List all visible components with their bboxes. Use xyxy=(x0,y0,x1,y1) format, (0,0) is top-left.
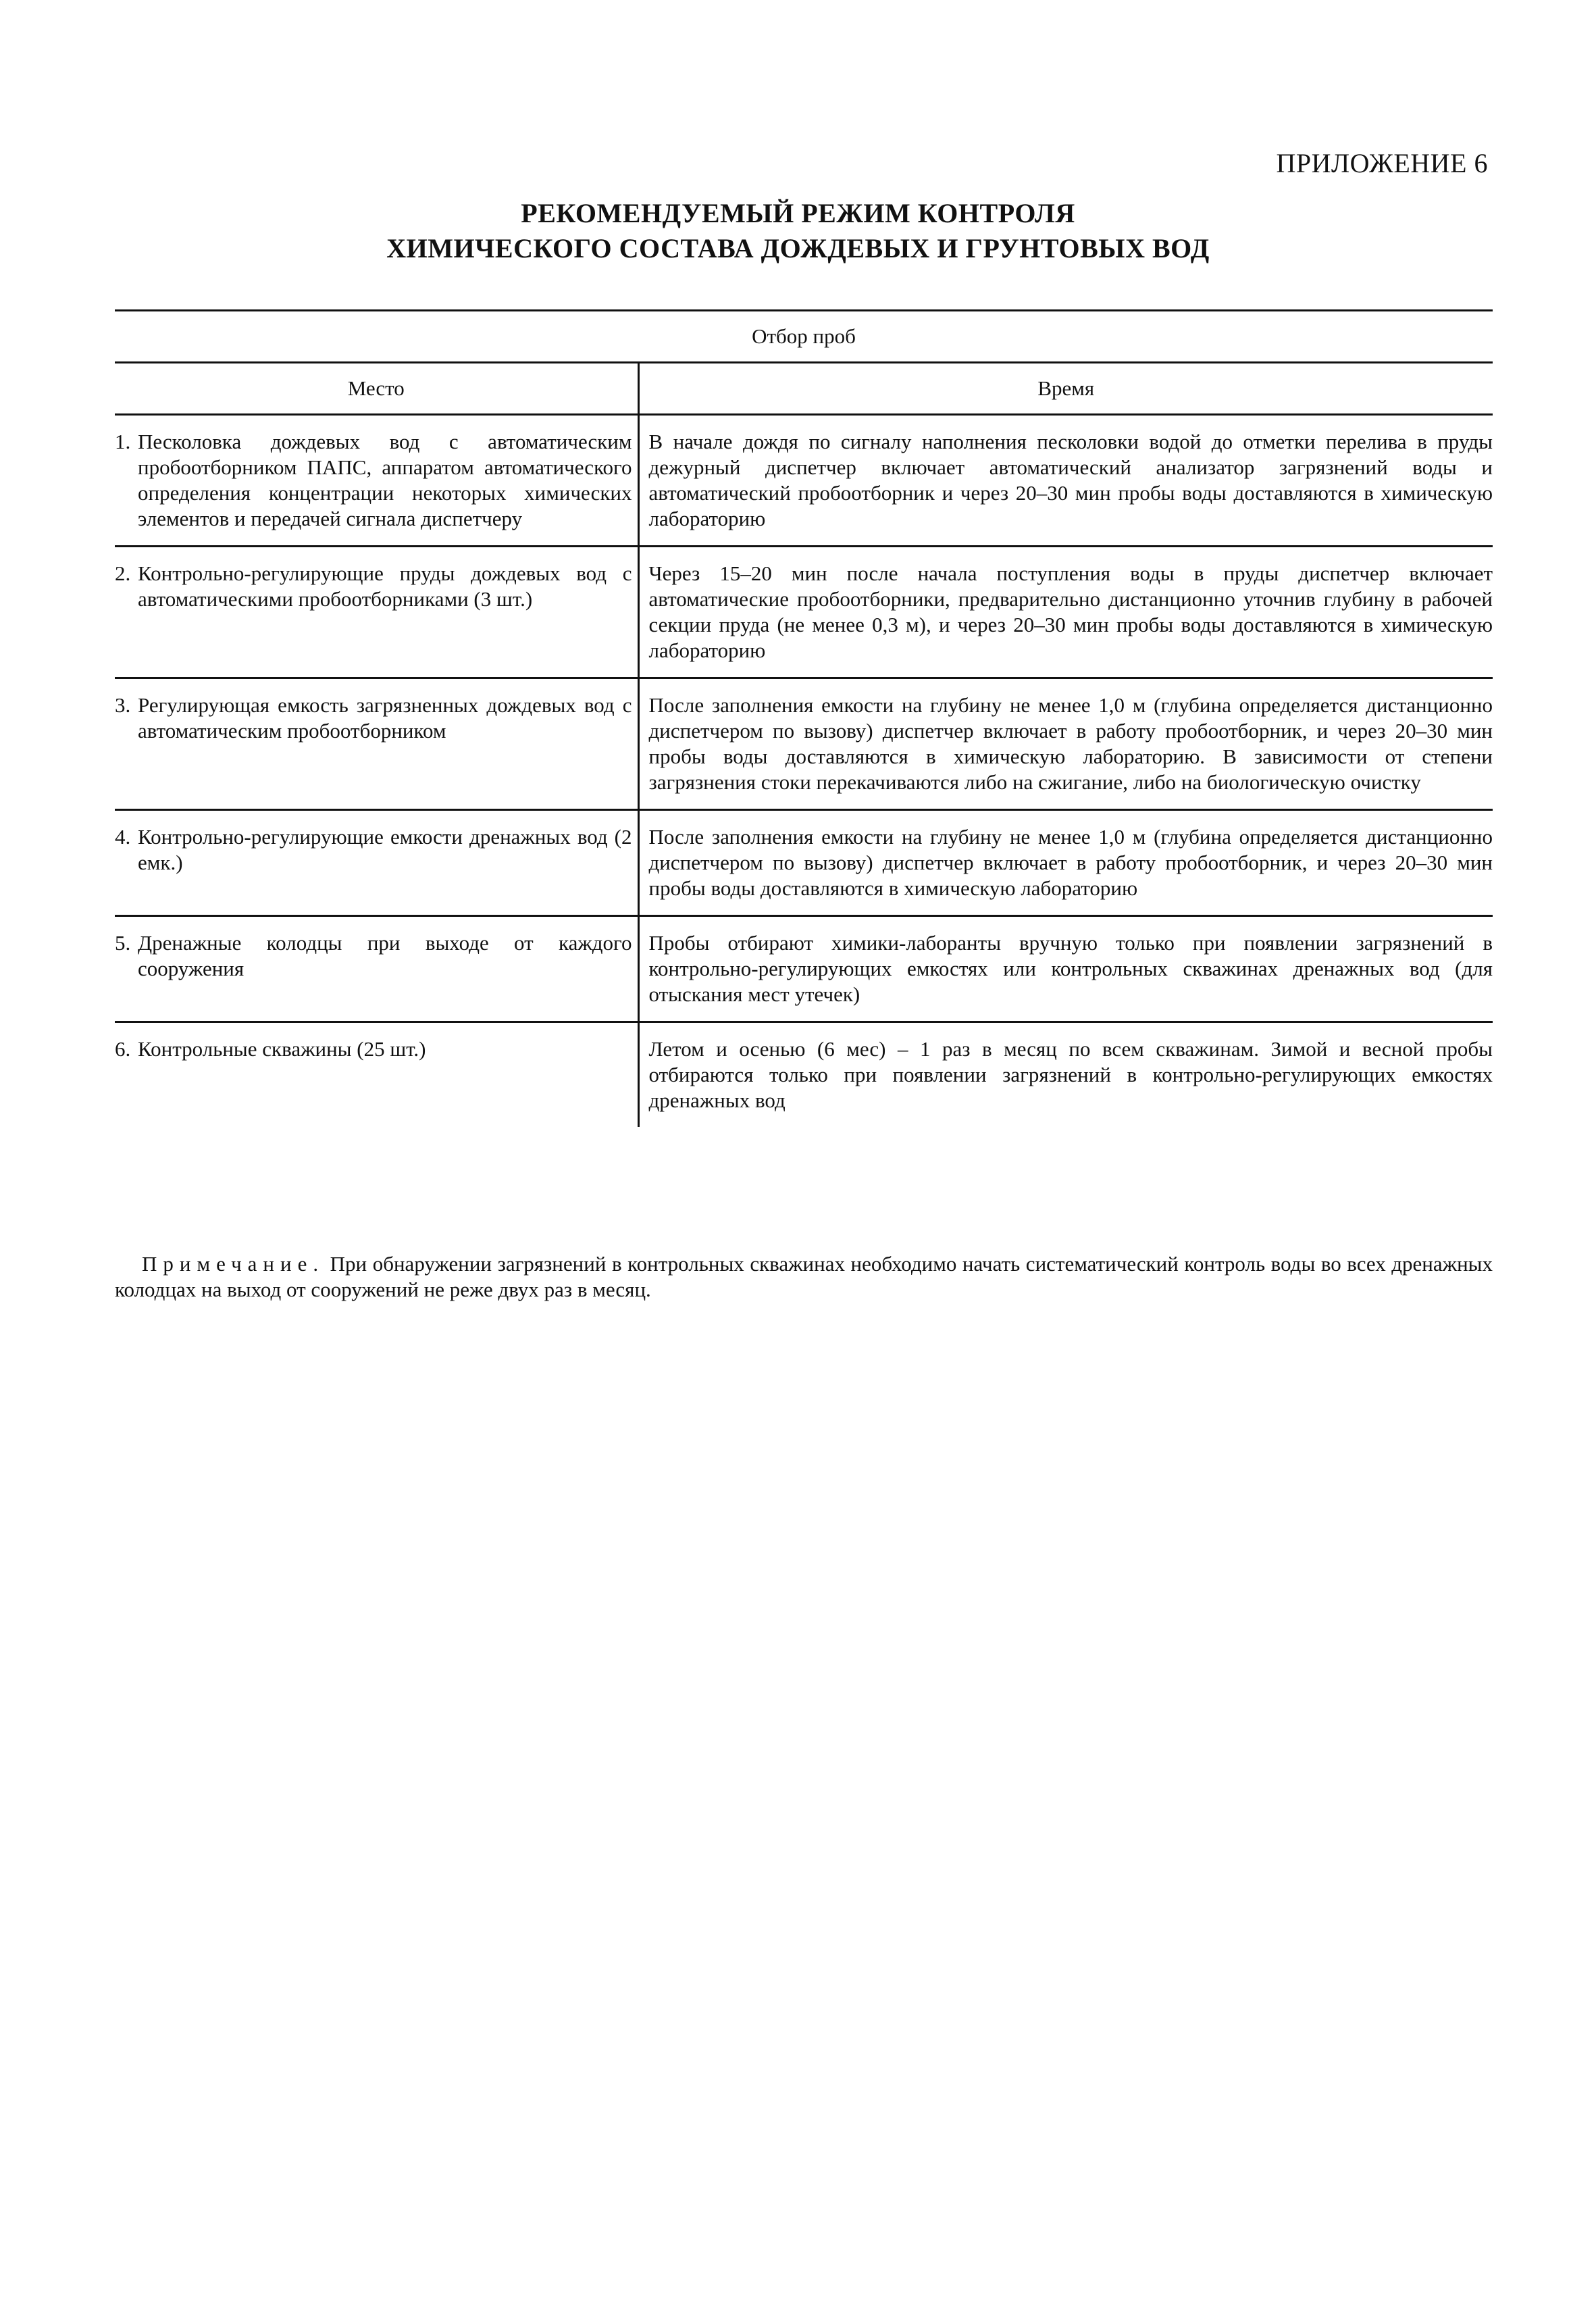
place-cell xyxy=(115,678,638,810)
place-text: Дренажные колодцы при выходе от каждого сооружения xyxy=(138,931,632,980)
group-header: Отбор проб xyxy=(115,311,1493,363)
table-row xyxy=(115,1022,1493,1128)
time-cell: В начале дождя по сигналу наполнения песколовки водой до отметки перелива в пруды дежурный диспетчер включает автоматический анализатор загрязнений воды и автоматический пробоотборник и через 20–30 мин пробы воды доставляются в химическую лабораторию xyxy=(638,415,1493,547)
column-header-time: Время xyxy=(638,363,1493,415)
place-cell xyxy=(115,547,638,678)
time-cell: Пробы отбирают химики-лаборанты вручную только при появлении загрязнений в контрольно-регулирующих емкостях или контрольных скважинах дренажных вод (для отыскания мест утечек) xyxy=(638,916,1493,1022)
row-number: 5. xyxy=(115,931,131,955)
place-cell xyxy=(115,810,638,916)
note-paragraph xyxy=(115,1251,1493,1303)
place-cell xyxy=(115,916,638,1022)
place-text: Песколовка дождевых вод с автоматическим пробоотборником ПАПС, аппаратом автоматического определения концентрации некоторых химических элементов и передачей сигнала диспетчеру xyxy=(138,430,632,530)
time-cell: После заполнения емкости на глубину не менее 1,0 м (глубина определяется дистанционно диспетчером по вызову) диспетчер включает в работу пробоотборник, и через 20–30 мин пробы воды доставляются в химическую лабораторию. В зависимости от степени загрязнения стоки перекачиваются либо на сжигание, либо на биологическую очистку xyxy=(638,678,1493,810)
appendix-label: ПРИЛОЖЕНИЕ 6 xyxy=(1276,148,1488,178)
note-text: При обнаружении загрязнений в контрольных скважинах необходимо начать систематический контроль воды во всех дренажных колодцах на выход от сооружений не реже двух раз в месяц. xyxy=(115,1252,1493,1301)
place-cell xyxy=(115,1022,638,1128)
place-text: Контрольно-регулирующие емкости дренажных вод (2 емк.) xyxy=(138,825,632,874)
place-text: Регулирующая емкость загрязненных дождевых вод с автоматическим пробоотборником xyxy=(138,693,632,743)
table-row xyxy=(115,810,1493,916)
column-header-place: Место xyxy=(115,363,638,415)
place-text: Контрольные скважины (25 шт.) xyxy=(138,1037,426,1061)
row-number: 3. xyxy=(115,693,131,717)
row-number: 6. xyxy=(115,1037,131,1061)
title-line-2: ХИМИЧЕСКОГО СОСТАВА ДОЖДЕВЫХ И ГРУНТОВЫХ ВОД xyxy=(386,233,1210,263)
table-row xyxy=(115,415,1493,547)
time-cell: Через 15–20 мин после начала поступления воды в пруды диспетчер включает автоматические пробоотборники, предварительно дистанционно уточнив глубину в рабочей секции пруда (не менее 0,3 м), и через 20–30 мин пробы воды доставляются в химическую лабораторию xyxy=(638,547,1493,678)
row-number: 1. xyxy=(115,430,131,453)
table-row xyxy=(115,916,1493,1022)
row-number: 2. xyxy=(115,561,131,585)
page-title xyxy=(0,196,1596,266)
table-row xyxy=(115,678,1493,810)
row-number: 4. xyxy=(115,825,131,849)
sampling-table xyxy=(115,309,1493,1127)
time-cell: Летом и осенью (6 мес) – 1 раз в месяц по всем скважинам. Зимой и весной пробы отбираются только при появлении загрязнений в контрольно-регулирующих емкостях дренажных вод xyxy=(648,1037,1493,1112)
place-text: Контрольно-регулирующие пруды дождевых вод с автоматическими пробоотборниками (3 шт.) xyxy=(138,561,632,611)
note-label: Примечание. xyxy=(142,1252,325,1276)
place-cell xyxy=(115,415,638,547)
table-row xyxy=(115,547,1493,678)
title-line-1: РЕКОМЕНДУЕМЫЙ РЕЖИМ КОНТРОЛЯ xyxy=(521,198,1075,228)
time-cell: После заполнения емкости на глубину не менее 1,0 м (глубина определяется дистанционно диспетчером по вызову) диспетчер включает в работу пробоотборник, и через 20–30 мин пробы воды доставляются в химическую лабораторию xyxy=(638,810,1493,916)
